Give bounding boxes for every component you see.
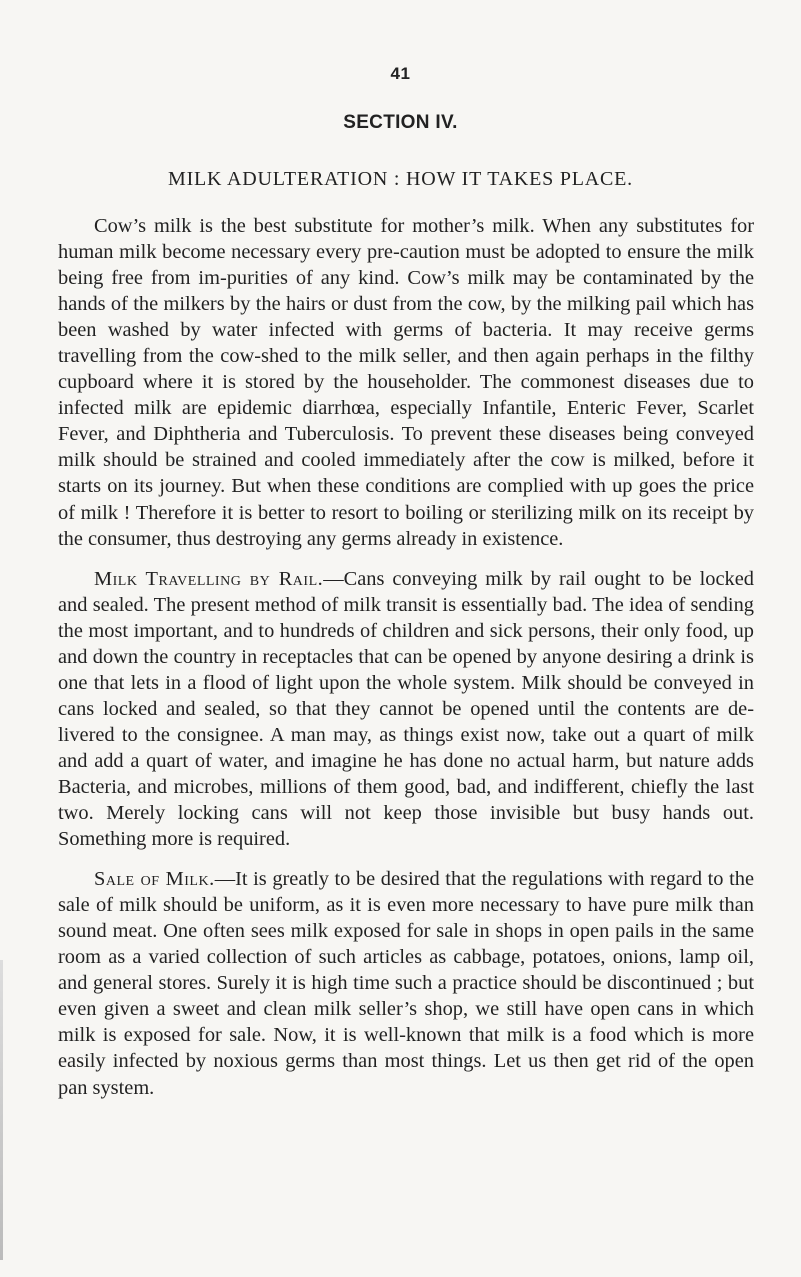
page-edge-shadow — [0, 960, 3, 1260]
paragraph-milk-travelling-by-rail — [58, 566, 754, 853]
paragraph-cows-milk — [58, 213, 754, 552]
body-text — [58, 213, 754, 1115]
chapter-heading: MILK ADULTERATION : HOW IT TAKES PLACE. — [168, 168, 633, 190]
paragraph-lead: Sale of Milk. — [94, 868, 215, 891]
paragraph-text: —It is greatly to be desired that the regulations with regard to the sale of milk should be uniform, as it is even more necessary to have pure milk than sound meat. One often sees milk exposed for sale in shops in open pails in the same room as a varied collection of such articles as cabbage, potatoes, onions, lamp oil, and general stores. Surely it is high time such a practice should be discontinued ; but even given a sweet and clean milk seller’s shop, we still have open cans in which milk is exposed for sale. Now, it is well-known that milk is a food which is more easily infected by noxious germs than most things. Let us then get rid of the open pan system. — [58, 868, 754, 1099]
paragraph-sale-of-milk — [58, 866, 754, 1100]
page-number: 41 — [390, 64, 411, 83]
paragraph-lead: Milk Travelling by Rail. — [94, 567, 324, 590]
section-title: SECTION IV. — [343, 112, 458, 133]
paragraph-text: Cow’s milk is the best substitute for mother’s milk. When any substitutes for human milk become necessary every pre-caution must be adopted to ensure the milk being free from im-purities of any kind. Cow’s milk may be contaminated by the hands of the milkers by the hairs or dust from the cow, by the milking pail which has been washed by water infected with germs of bacteria. It may receive germs travelling from the cow-shed to the milk seller, and then again perhaps in the filthy cupboard where it is stored by the householder. The commonest diseases due to infected milk are epidemic diarrhœa, especially Infantile, Enteric Fever, Scarlet Fever, and Diphtheria and Tuberculosis. To prevent these diseases being conveyed milk should be strained and cooled immediately after the cow is milked, before it starts on its journey. But when these conditions are complied with up goes the price of milk ! Therefore it is better to resort to boiling or sterilizing milk on its receipt by the consumer, thus destroying any germs already in existence. — [58, 215, 754, 550]
paragraph-text: —Cans conveying milk by rail ought to be locked and sealed. The present method of milk transit is essentially bad. The idea of sending the most important, and to hundreds of children and sick persons, their only food, up and down the country in receptacles that can be opened by anyone desiring a drink is one that lets in a flood of light upon the whole system. Milk should be conveyed in cans locked and sealed, so that they cannot be opened until the contents are de-livered to the consignee. A man may, as things exist now, take out a quart of milk and add a quart of water, and imagine he has done no actual harm, but nature adds Bacteria, and microbes, millions of them good, bad, and indifferent, chiefly the last two. Merely locking cans will not keep those invisible but busy hands out. Something more is required. — [58, 567, 754, 851]
